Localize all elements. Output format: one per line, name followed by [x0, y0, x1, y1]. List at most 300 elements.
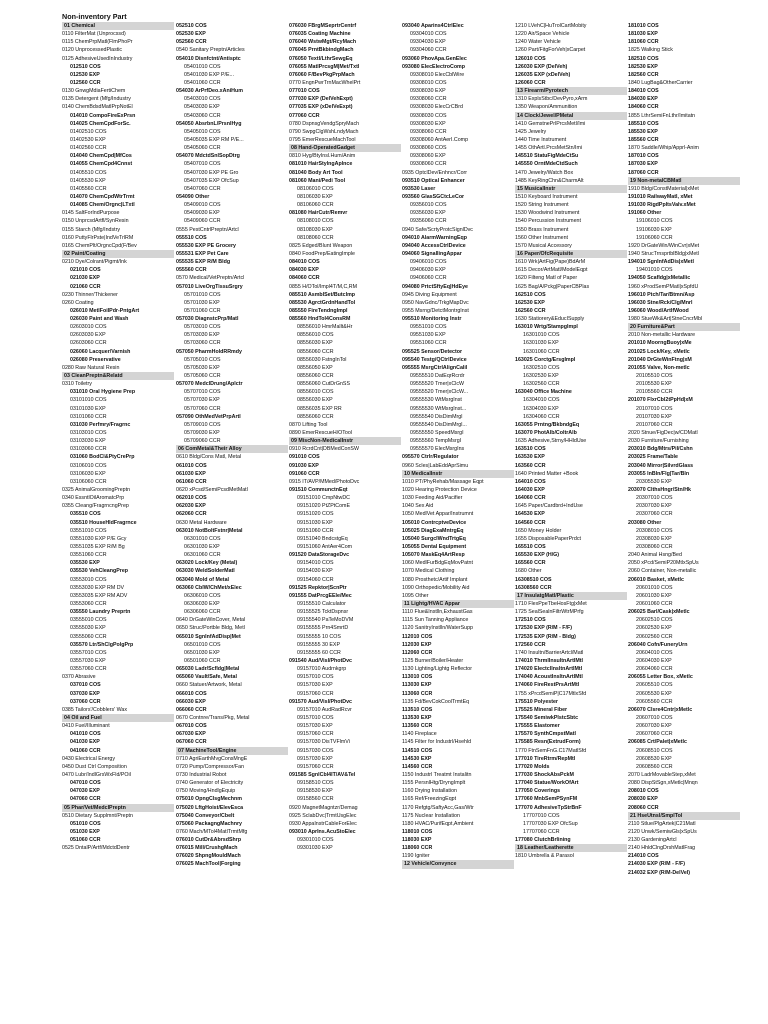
account-row: 09301010 COS [297, 837, 334, 844]
category-header: 04 Oil and Fuel [62, 714, 174, 722]
category-header: 01 Chemical [62, 22, 174, 30]
account-row: 214030 EXP (R/M - F/F) [628, 861, 686, 868]
account-row: 09157060 CCR [297, 690, 334, 697]
account-row: 2140 HhldClngDrshMatlFrag [628, 845, 696, 852]
account-row: 165530 EXP (H/G) [515, 552, 560, 559]
account-row: 0945 Diving Equipment [402, 291, 457, 298]
account-row: 20307030 EXP [636, 503, 672, 510]
account-row: 09356010 COS [410, 202, 447, 209]
account-row: 206010 Basket, xMetlc [628, 576, 684, 583]
account-row: 0430 Electrical Energy [62, 755, 115, 762]
account-row: 03553010 COS [70, 576, 107, 583]
account-row: 08108010 COS [297, 218, 334, 225]
account-row: 174040 AcoustInsltnArtlMtl [515, 674, 583, 681]
account-row: 03553060 CCR [70, 600, 107, 607]
account-row: 203010 Bdg/Mtrs/Pil/Cshn [628, 446, 693, 453]
account-row: 1940 StrucTrnsprtblBldg|xMetl [628, 250, 699, 257]
account-row: 035510 COS [70, 511, 101, 518]
account-row: 09151060 CCR [297, 527, 334, 534]
account-row: 174060 FireRestPrsArtMtl [515, 682, 580, 689]
account-row: 1740 Insultn/BarrierArtcl/Matl [515, 649, 584, 656]
account-row: 0210 Dye/Colrant/Pigmt/Ink [62, 259, 127, 266]
account-row: 165560 CCR [515, 560, 546, 567]
account-row: 0935 OptclDev/Enhncr/Corr [402, 169, 468, 176]
account-row: 091525 Repktor|ScnPtr [289, 584, 347, 591]
account-row: 047030 EXP [70, 788, 100, 795]
account-row: 1620 Filteng Matl of Paper [515, 275, 578, 282]
account-row: 181010 COS [628, 23, 659, 29]
account-row: 1810 Umbrella & Parasol [515, 853, 574, 860]
account-row: 191060 Other [628, 210, 662, 217]
column-1 [62, 22, 174, 852]
account-row: 2060 Container, Non-metallic [628, 568, 697, 575]
account-row: 1560 Other Instrument [515, 234, 568, 241]
account-row: 05407010 COS [184, 161, 221, 168]
account-row: 0525 DntalP/Artf/MdctdDentr [62, 845, 130, 852]
account-row: 012560 CCR [70, 79, 101, 86]
account-row: 0125 AdhesiveUsedInIndustry [62, 55, 133, 62]
account-row: 1030 Feeding Aid/Pacifier [402, 495, 463, 502]
account-row: 09157060 CCR [297, 731, 334, 738]
account-row: 081080 HairCutr/Remvr [289, 210, 348, 217]
account-row: 09555560 TempMsrgI [410, 438, 462, 445]
account-row: 03101060 CCR [70, 413, 107, 420]
account-row: 081010 HairStylngAplnce [289, 161, 353, 168]
account-row: 052560 CCR [176, 39, 207, 46]
account-row: 0620 xPcsd/SemiPcsdMetMatl [176, 487, 248, 494]
account-row: 09304060 CCR [410, 47, 447, 54]
account-row: 09555540 DisDimMrgl [410, 413, 463, 420]
account-row: 114510 COS [402, 747, 433, 754]
account-row: 09406030 EXP [410, 267, 446, 274]
account-row: 177050 Coverings [515, 788, 561, 795]
account-row: 1060 MedlFurBdgEqMovPatnt [402, 560, 473, 567]
account-row: 0825 Edged/Blunt Weapon [289, 242, 353, 249]
account-row: 1155 PersnlHtg/DryngImplt [402, 780, 466, 787]
account-row: 1770 FtnSemFnG.C17MatlSfd [515, 747, 587, 754]
account-row: 0940 Safe/ScrtyProtcSignlDvc [402, 226, 473, 233]
account-row: 05701060 CCR [184, 307, 221, 314]
account-row: 094010 AlarmWarningEqp [402, 234, 467, 241]
account-row: 214032 EXP (R/M-DelVeI) [628, 869, 691, 876]
account-row: 06501010 COS [184, 641, 221, 648]
account-row: 09308010 ElecCblWire [410, 71, 465, 78]
account-row: 09157030 EXP [297, 682, 333, 689]
account-row: 105070 MaskEq4ArtResp [402, 552, 465, 559]
account-row: 05709060 CCR [184, 438, 221, 445]
account-row: 1350 Weapon/Ammunition [515, 104, 578, 111]
account-row: 113060 CCR [402, 690, 433, 697]
account-row: 17707060 CCR [523, 828, 560, 835]
account-row: 203040 Mirror|SilvrdGlass [628, 462, 694, 469]
account-row: 076020 ShpngMouldMach [176, 853, 241, 860]
account-row: 094080 PrtctSftyEq|HdEye [402, 283, 468, 290]
account-row: 09308060 COS [410, 145, 447, 152]
account-row: 093010 AprIns.AcuStoElec [289, 828, 356, 835]
account-row: 1630 Statiorery&EducISupply [515, 316, 585, 323]
account-row: 05701010 COS [184, 291, 221, 298]
account-row: 09158560 CCR [297, 796, 334, 803]
account-row: 09308030 COS [410, 112, 447, 119]
account-row: 208060 CCR [628, 804, 659, 811]
account-row: 1175 Nuclear Installation [402, 812, 460, 819]
account-row: 118060 CCR [402, 845, 433, 852]
account-row: 163040 Office Machine [515, 389, 572, 396]
account-row: 16308560 CCR [515, 584, 552, 591]
account-row: 1645 Paper/Cardbrd+IndUse [515, 503, 583, 510]
account-row: 20607030 EXP [636, 723, 672, 730]
account-row: 076055 MatlPrcsgM|Met/Txtl [289, 63, 360, 70]
account-row: 2030 Furniture/Furnishing [628, 438, 689, 445]
account-row: 16304060 CCR [523, 413, 560, 420]
account-row: 03101030 EXP [70, 405, 106, 412]
column-3 [289, 22, 401, 852]
account-row: 172560 CCR [515, 641, 546, 648]
account-row: 2080 DispStSgn,xMetlc|Mnqn [628, 780, 698, 787]
account-row: 0915 IT/AVP/MMed/PhotoDvc [289, 478, 360, 485]
account-row: 01405530 EXP [70, 177, 106, 184]
account-row: 055531 EXP Pet Care [176, 250, 229, 257]
account-row: 051010 COS [70, 820, 101, 827]
account-row: 09157010 AudRadRcvr [297, 706, 352, 713]
account-row: 203080 Other [628, 519, 662, 526]
account-row: 1150 Industrl Treatmt Instalitn [402, 771, 472, 778]
account-row: 012530 EXP [70, 71, 100, 78]
account-row: 1635 Adhesive,Strny/HHldUse [515, 438, 587, 445]
account-row: 0470 Lubr/IndlGrsWxFld/POil [62, 771, 131, 778]
account-row: 0955 Msrng/DetctMontrgInst [402, 307, 469, 314]
account-row: 145510 StatuFigMdeCtSu [515, 153, 579, 160]
account-row: 182560 CCR [628, 71, 659, 78]
account-row: 0870 Lifting Tool [289, 421, 328, 428]
account-row: 09551010 COS [410, 324, 447, 331]
account-row: 2020 Stnue/FigDec|w/CDMatl [628, 430, 698, 437]
account-row: 03557010 COS [70, 649, 107, 656]
account-row: 118010 COS [402, 828, 433, 835]
column-2 [176, 22, 288, 869]
account-row: 05407060 CCR [184, 185, 221, 192]
account-row: 03553035 EXP RM ADV [70, 592, 128, 599]
account-row: 182530 EXP [628, 63, 658, 70]
account-row: 085510 AsmblSet/Butclmp [289, 291, 356, 298]
account-row: 126010 COS [515, 55, 546, 62]
account-row: 196030 Stne/Rck/Clg/Mnrl [628, 299, 693, 306]
account-row: 03555010 COS [70, 617, 107, 624]
account-row: 0230 Thinner/Thickener [62, 291, 118, 298]
account-row: 1260 Part/FitgForVeh|xCarpet [515, 47, 586, 54]
account-row: 084010 COS [289, 259, 320, 266]
account-row: 021010 COS [70, 267, 101, 274]
account-row: 09308060 CCR [410, 128, 447, 135]
account-row: 014055 ChemCpd4Cnnst [70, 161, 133, 168]
account-row: 105040 SurgclWndTrtgEq [402, 535, 466, 542]
account-row: 05401010 COS [184, 63, 221, 70]
account-row: 05405010 COS [184, 128, 221, 135]
account-row: 1640 Printed Matter +Book [515, 470, 579, 477]
account-row: 077010 COS [289, 88, 320, 95]
account-row: 112060 CCR [402, 649, 433, 656]
account-row: 095525 Sensor/Detector [402, 348, 463, 355]
account-row: 20107010 COS [636, 405, 673, 412]
account-row: 05707010 COS [184, 389, 221, 396]
account-row: 035550 Laundry Preprtn [70, 609, 131, 616]
account-row: 0260 Coating [62, 299, 94, 306]
account-row: 0135 Detergent (Mfg/Industry [62, 96, 131, 103]
account-row: 077035 EXP (xDelVeExpt) [289, 104, 353, 111]
account-row: 09301030 EXP [297, 845, 333, 852]
account-row: 177030 ShockAbsPckM [515, 771, 574, 778]
account-row: 17707030 EXP OfcSup [523, 820, 578, 827]
account-row: 02603010 COS [70, 324, 107, 331]
account-row: 20604010 COS [636, 649, 673, 656]
account-row: 214010 COS [628, 853, 659, 860]
account-row: 09157030 EXP [297, 723, 333, 730]
account-row: 0150 UnprcsdArtfl/SynResin [62, 218, 129, 225]
account-row: 061030 EXP [176, 470, 206, 477]
account-row: 0555 PestCntrlPreptn/Artcl [176, 226, 239, 233]
account-row: 063030 WeldSolderMatl [176, 568, 235, 575]
account-row: 0750 Moving/HndlgEquip [176, 788, 236, 795]
account-row: 09555530 WtMsrgInst... [410, 405, 467, 412]
account-row: 0450 Dust Ctrl Composition [62, 763, 127, 770]
account-row: 16304030 EXP [523, 405, 559, 412]
account-row: 031030 Perfmry/Fragrnc [70, 421, 131, 428]
account-row: 1725 SealSealnFiltrWtrMPrfg [515, 609, 584, 616]
account-row: 105025 DiagExaMntrgEq [402, 527, 464, 534]
account-row: 03551030 EXP P/E Gcy [70, 535, 127, 542]
account-row: 113010 COS [402, 674, 433, 681]
account-row: 2010 Non-metallic Hardware [628, 332, 696, 339]
account-row: 1020 Hearing Protection Device [402, 487, 477, 494]
account-row: 0340 EssntlOilAromatcPrp [62, 495, 125, 502]
account-row: 062010 COS [176, 495, 207, 502]
account-row: 09308010 COS [410, 79, 447, 86]
account-row: 20601030 EXP [636, 592, 672, 599]
account-row: 05407035 EXP OfcSup [184, 177, 239, 184]
account-row: 09155525 TcktDspnsr [297, 609, 349, 616]
account-row: 081040 Body Art Tool [289, 169, 343, 176]
account-row: 1115 Sun Tanning Appliance [402, 617, 469, 624]
account-row: 05707060 CCR [184, 405, 221, 412]
account-row: 208010 COS [628, 788, 659, 795]
account-row: 203070 ClthsHngr/Stn/Hk [628, 487, 691, 494]
account-row: 076060 F/BevPkgPrpMach [289, 71, 355, 78]
account-row: 112010 COS [402, 633, 433, 640]
account-row: 037030 EXP [70, 690, 100, 697]
category-header: 07 MachineTool/Engine [176, 747, 288, 755]
account-row: 0370 Abrasive [62, 674, 96, 681]
account-row: 20308030 EXP [636, 535, 672, 542]
account-row: 09356030 EXP [410, 210, 446, 217]
account-row: 09151010 CmpNtwDC [297, 495, 350, 502]
account-row: 05709010 COS [184, 421, 221, 428]
account-row: 05409030 EXP [184, 210, 220, 217]
account-row: 1040 Sex Aid [402, 503, 434, 510]
account-row: 20602510 COS [636, 617, 673, 624]
account-row: 09555520 Tmer|xClcW... [410, 389, 469, 396]
account-row: 16308510 COS [515, 576, 552, 583]
account-row: 1440 Time Instrument [515, 136, 567, 143]
account-row: 0280 Raw Natural Resin [62, 364, 120, 371]
account-row: 09155510 Calculator [297, 600, 346, 607]
account-row: 077060 CCR [289, 112, 320, 119]
account-row: 19106030 EXP [636, 226, 672, 233]
account-row: 062030 EXP [176, 503, 206, 510]
account-row: 09555550 SpeedMsrgI [410, 430, 464, 437]
account-row: 05409060 CCR [184, 218, 221, 225]
account-row: 1540 Percussion Instrument [515, 218, 581, 225]
account-row: 09551060 CCR [410, 340, 447, 347]
account-row: 06301060 CCR [184, 552, 221, 559]
account-row: 177010 TireRtrm/RepMtl [515, 755, 576, 762]
account-row: 095570 Ctrlr/Regulator [402, 454, 459, 461]
category-header: 14 Clock/Jewel/PMetal [515, 112, 627, 120]
account-row: 20608560 CCR [636, 763, 673, 770]
account-row: 16304010 COS [523, 397, 560, 404]
account-row: 08108030 EXP [297, 226, 333, 233]
account-row: 163560 CCR [515, 462, 546, 469]
account-row: 126030 EXP (DelVeh) [515, 63, 568, 70]
account-row: 054090 Other [176, 193, 210, 200]
account-row: 09304010 COS [410, 31, 447, 38]
account-row: 16301010 COS [523, 332, 560, 339]
account-row: 0155 Starch (Mfg/Indstry [62, 226, 120, 233]
account-row: 057090 OthMedVetPrpArtl [176, 413, 241, 420]
account-row: 05405035 EXP RM P/E... [184, 136, 244, 143]
account-row: 054030 ArPrfDeo.xAniHum [176, 88, 243, 95]
account-row: 1110 Flue&Instlln,ExhaustGas [402, 609, 473, 616]
account-row: 0385 Tailors'/Cobblers' Wax [62, 706, 128, 713]
account-row: 201070 FlxrCbl2tPpHd|xM [628, 397, 693, 404]
account-row: 20308060 CCR [636, 544, 673, 550]
account-row: 09157010 Audrnkgrp [297, 666, 347, 673]
account-row: 1980 StueWk&Art|StneCncrMbl [628, 316, 703, 323]
account-row: 08556035 EXP RR [297, 405, 342, 412]
account-row: 206085 Crt/Palet|xMetlc [628, 739, 687, 746]
category-header: 10 MedicalInstr [402, 470, 514, 478]
account-row: 08556060 CCR [297, 373, 334, 380]
account-row: 118030 EXP [402, 837, 432, 844]
account-row: 094040 AccessCtrlDevice [402, 242, 466, 249]
account-row: 16302560 CCR [523, 381, 560, 388]
account-row: 1180 HVAC/PurifEqpt,Ambient [402, 820, 474, 827]
account-row: 08108060 CCR [297, 234, 334, 241]
account-row: 03555030 EXP [70, 625, 106, 632]
account-row: 187060 CCR [628, 169, 659, 176]
account-row: 206040 Cofn/FuneryUrn [628, 641, 688, 648]
account-row: 055510 COS [176, 234, 207, 241]
account-row: 1080 Prosthetc/Artif Implant [402, 576, 468, 583]
account-row: 113530 EXP [402, 714, 432, 721]
account-row: 095540 Testg/QCtrlDevice [402, 356, 467, 363]
account-row: 126060 CCR [515, 79, 546, 86]
account-row: 163070 PhotAlb/ColtrAlb [515, 430, 577, 437]
account-row: 175585 Resn(ExtrudForm) [515, 739, 581, 746]
account-row: 2040 Animal Hsng/Bed [628, 552, 682, 559]
account-row: 094060 SignallingAppar [402, 250, 462, 257]
account-row: 08106010 COS [297, 185, 334, 192]
account-row: 20604030 EXP [636, 657, 672, 664]
account-row: 03551010 COS [70, 527, 107, 534]
account-row: 09154030 EXP [297, 568, 333, 575]
account-row: 05701030 EXP [184, 299, 220, 306]
account-row: 1655 DisposablePaperPrdct [515, 535, 581, 542]
account-row: 0910 RcrdCnt|DBMedConSW [289, 446, 359, 453]
account-row: 076010 CutDr&AbrsdShrp [176, 837, 242, 844]
account-row: 09155555 Prn4SmrtD [297, 625, 349, 632]
account-row: 114530 EXP [402, 755, 432, 762]
account-row: 09157010 COS [297, 714, 334, 721]
account-row: 06306060 CCR [184, 609, 221, 616]
account-row: 093510 Optical Enhancer [402, 177, 465, 184]
account-row: 09308030 ElecCrCBrd [410, 104, 463, 111]
account-row: 175555 Elastomer [515, 723, 560, 730]
account-row: 09555520 Tmer|xClcW [410, 381, 464, 388]
column-6 [628, 22, 740, 877]
account-row: 175510 Polyester [515, 698, 558, 705]
category-header: 17 InsulatgMatl/Plastic [515, 592, 627, 600]
account-row: 164010 COS [515, 478, 546, 485]
account-row: 20307010 COS [636, 495, 673, 502]
account-row: 05405060 CCR [184, 145, 221, 152]
account-row: 09151030 EXP [297, 519, 333, 526]
account-row: 20308010 COS [636, 527, 673, 534]
account-row: 093080 ElecElectroComp [402, 63, 466, 70]
account-row: 201040 DrGteWinFtng|xM [628, 356, 692, 363]
account-row: 08106060 CCR [297, 202, 334, 209]
account-row: 05403010 COS [184, 96, 221, 103]
account-row: 203055 InBln/Flg|Tar/Bln [628, 470, 690, 477]
account-row: 175570 SynthCmpstMatl [515, 731, 576, 738]
account-row: 095510 Monitoring Instr [402, 316, 462, 323]
account-row: 0730 Industrial Robot [176, 771, 227, 778]
account-row: 09151040 BndcstgEq [297, 535, 348, 542]
account-row: 061010 COS [176, 462, 207, 469]
account-row: 0790 SwpgClgWshLndyMach [289, 128, 359, 135]
account-row: 08556050 EXP [297, 364, 333, 371]
account-row: 09555570 ElecMsrgIns [410, 446, 465, 453]
account-row: 174010 ThrmlInsultnArtlMtl [515, 657, 583, 664]
account-row: 08556060 CCR [297, 348, 334, 355]
account-row: 09555510 DatEqrRcrdr [410, 373, 465, 380]
account-row: 1870 Saddle/Whip/Apprl-Anim [628, 145, 699, 152]
account-row: 067010 COS [176, 723, 207, 730]
account-row: 16302530 EXP [523, 373, 559, 380]
account-row: 172510 COS [515, 617, 546, 624]
account-row: 03103010 COS [70, 430, 107, 437]
account-row: 174020 ElectclInsltnArtlMtl [515, 666, 583, 673]
account-row: 0160 PuttyFlrPste|IndVeTrlRM [62, 234, 134, 241]
account-row: 177080 ClutchBrlining [515, 837, 571, 844]
account-row: 041030 EXP [70, 739, 100, 746]
account-row: 201025 Lock/Key, xMetlc [628, 348, 690, 355]
account-row: 113560 CCR [402, 723, 433, 730]
account-row: 0950 NavGdnc/TrkgMapDvc [402, 299, 469, 306]
account-row: 164030 EXP [515, 487, 545, 494]
account-row: 0960 Scles|LabEddAprSimu [402, 462, 469, 469]
category-header: 15 MusicalInstr [515, 185, 627, 193]
account-row: 20602560 CCR [636, 633, 673, 640]
account-row: 05403060 CCR [184, 112, 221, 119]
account-row: 09406060 CCR [410, 275, 447, 282]
account-row: 014070 ChemCpdWtrTrmt [70, 193, 135, 200]
account-row: 076045 PrntBkbindgMach [289, 47, 354, 54]
category-header: 19 Non-metalCBMatl [628, 177, 740, 185]
account-row: 05407030 EXP PE Gro [184, 169, 239, 176]
account-row: 066010 COS [176, 690, 207, 697]
column-5 [515, 22, 627, 860]
account-row: 03551035 EXP R/M Bg [70, 544, 125, 550]
